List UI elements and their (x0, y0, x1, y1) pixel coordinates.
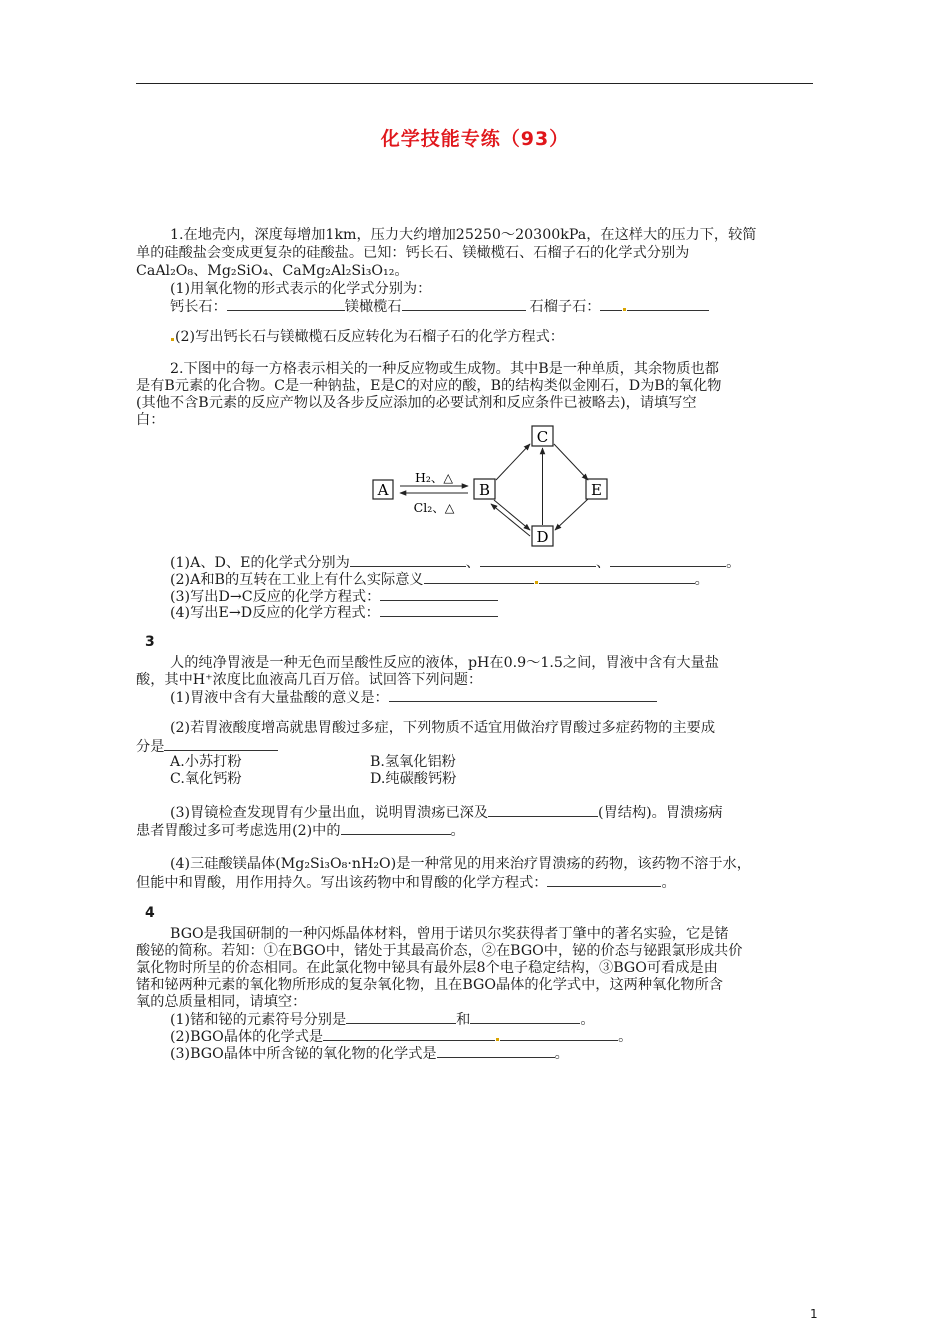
q3-sub4-line2 (136, 873, 676, 892)
page-title: 化学技能专练（93） (380, 128, 570, 150)
arrow-b-to-d (494, 500, 530, 530)
q1-line3: CaAl₂O₈、Mg₂SiO₄、CaMg₂Al₂Si₃O₁₂。 (136, 263, 409, 279)
option-c[interactable]: C.氧化钙粉 (170, 771, 242, 787)
blank-e-to-d-equation[interactable] (380, 603, 498, 617)
q2-sub1-text: (1)A、D、E的化学式分别为 (170, 555, 350, 571)
q3-sub2-text: 分是 (136, 739, 165, 755)
q4-sub3-text: (3)BGO晶体中所含铋的氧化物的化学式是 (170, 1046, 437, 1062)
q4-line1: BGO是我国研制的一种闪烁晶体材料，曾用于诺贝尔奖获得者丁肇中的著名实验，它是锗 (170, 926, 729, 942)
conjunction: 和 (456, 1012, 471, 1028)
q1-answer-row (170, 297, 709, 316)
q2-sub4 (170, 603, 498, 622)
blank-bi-symbol[interactable] (470, 1010, 580, 1024)
q3-line1: 人的纯净胃液是一种无色而呈酸性反应的液体，pH在0.9～1.5之间，胃液中含有大量盐 (170, 655, 719, 671)
label-cl2-heat: Cl₂、△ (413, 500, 455, 515)
q3-sub3-line2 (136, 821, 465, 840)
header-rule (136, 83, 813, 84)
node-e (586, 479, 607, 499)
blank-garnet[interactable] (627, 297, 709, 311)
node-b (474, 479, 495, 499)
blank-stomach-structure[interactable] (488, 803, 598, 817)
node-d-label: D (536, 528, 549, 546)
period: 。 (661, 875, 676, 891)
node-d (532, 526, 553, 546)
q2-sub3-text: (3)写出D→C反应的化学方程式： (170, 589, 381, 605)
blank-d-formula[interactable] (480, 553, 596, 567)
q3-number: 3 (145, 634, 155, 650)
reaction-diagram (370, 420, 620, 552)
option-b[interactable]: B.氢氧化铝粉 (370, 754, 456, 770)
blank-bgo-formula[interactable] (500, 1027, 618, 1041)
blank-suitable-option[interactable] (341, 821, 451, 835)
q3-sub4-text: 但能中和胃酸，用作用持久。写出该药物中和胃酸的化学方程式： (136, 875, 548, 891)
q3-options-row1 (170, 753, 456, 771)
arrow-c-to-e (554, 444, 588, 480)
blank-bgo-formula-a[interactable] (323, 1027, 495, 1041)
q4-line2: 酸铋的简称。若知：①在BGO中，锗处于其最高价态，②在BGO中，铋的价态与铋跟氯形成共价 (136, 943, 743, 959)
blank-ge-symbol[interactable] (346, 1010, 456, 1024)
q4-sub3 (170, 1044, 569, 1063)
q2-line3: (其他不含B元素的反应产物以及各步反应添加的必要试剂和反应条件已被略去)，请填写空 (136, 395, 697, 411)
q4-sub1-text: (1)锗和铋的元素符号分别是 (170, 1012, 347, 1028)
arrow-e-to-d (555, 499, 588, 530)
blank-calcium-feldspar[interactable] (227, 297, 345, 311)
blank-significance[interactable] (539, 570, 695, 584)
separator: 、 (465, 555, 480, 571)
q1-sub2-text: (2)写出钙长石与镁橄榄石反应转化为石榴子石的化学方程式： (175, 329, 564, 345)
q3-sub3-text-c: 患者胃酸过多可考虑选用(2)中的 (136, 823, 341, 839)
q3-options-row2 (170, 770, 456, 788)
blank-unsuitable-component[interactable] (164, 737, 278, 751)
period: 。 (694, 572, 709, 588)
page-number: 1 (810, 1307, 818, 1321)
mark-dot (623, 308, 626, 311)
q3-sub3-text-a: (3)胃镜检查发现胃有少量出血，说明胃溃疡已深及 (170, 805, 489, 821)
mark-dot (496, 1038, 499, 1041)
q2-sub4-text: (4)写出E→D反应的化学方程式： (170, 605, 380, 621)
q4-line5: 氧的总质量相同，请填空： (136, 994, 307, 1010)
period: 。 (580, 1012, 595, 1028)
period: 。 (618, 1029, 633, 1045)
node-c (532, 426, 553, 446)
blank-forsterite[interactable] (402, 297, 526, 311)
q1-sub1: (1)用氧化物的形式表示的化学式分别为： (170, 281, 432, 297)
label-garnet: 石榴子石： (529, 299, 601, 315)
q3-line2: 酸，其中H⁺浓度比血液高几百万倍。试回答下列问题： (136, 672, 483, 688)
label-calcium-feldspar: 钙长石： (170, 299, 227, 315)
blank-significance-a[interactable] (424, 570, 534, 584)
period: 。 (726, 555, 741, 571)
mark-dot (535, 581, 538, 584)
blank-garnet-a[interactable] (600, 297, 622, 311)
blank-d-to-c-equation[interactable] (380, 587, 498, 601)
q1-line2: 单的硅酸盐会变成更复杂的硅酸盐。已知：钙长石、镁橄榄石、石榴子石的化学式分别为 (136, 245, 690, 261)
q2-line2: 是有B元素的化合物。C是一种钠盐，E是C的对应的酸，B的结构类似金刚石，D为B的氧化物 (136, 378, 722, 394)
q2-sub2-text: (2)A和B的互转在工业上有什么实际意义 (170, 572, 424, 588)
q1-line1: 1.在地壳内，深度每增加1km，压力大约增加25250～20300kPa，在这样大的压力下，较简 (170, 227, 757, 243)
blank-neutralization-equation[interactable] (547, 873, 661, 887)
option-a[interactable]: A.小苏打粉 (170, 754, 242, 770)
blank-bismuth-oxide[interactable] (437, 1044, 555, 1058)
q1-sub2 (170, 328, 564, 346)
option-d[interactable]: D.纯碳酸钙粉 (370, 771, 457, 787)
blank-hcl-significance[interactable] (389, 688, 657, 702)
node-a-label: A (377, 481, 389, 499)
blank-a-formula[interactable] (350, 553, 466, 567)
period: 。 (450, 823, 465, 839)
q3-sub1-text: (1)胃液中含有大量盐酸的意义是： (170, 690, 389, 706)
q3-sub4-line1: (4)三硅酸镁晶体(Mg₂Si₃O₈·nH₂O)是一种常见的用来治疗胃溃疡的药物，该药物不溶于水， (170, 856, 751, 872)
label-forsterite: 镁橄榄石 (344, 299, 402, 315)
mark-dot (171, 338, 174, 341)
q4-line4: 锗和铋两种元素的氧化物所形成的复杂氧化物，且在BGO晶体的化学式中，这两种氧化物所含 (136, 977, 723, 993)
arrow-b-to-c (496, 444, 530, 480)
node-c-label: C (536, 428, 549, 446)
q4-number: 4 (145, 905, 155, 921)
node-e-label: E (591, 481, 602, 499)
q4-sub2-text: (2)BGO晶体的化学式是 (170, 1029, 324, 1045)
q3-sub1 (170, 688, 657, 707)
separator: 、 (595, 555, 611, 571)
q3-sub2-line1: (2)若胃液酸度增高就患胃酸过多症，下列物质不适宜用做治疗胃酸过多症药物的主要成 (170, 720, 716, 736)
node-a (373, 480, 393, 499)
node-b-label: B (478, 481, 491, 499)
arrow-d-to-b (491, 504, 530, 536)
q3-sub3-text-b: (胃结构)。胃溃疡病 (598, 805, 723, 821)
q4-line3: 氯化物时所呈的价态相同。在此氯化物中铋具有最外层8个电子稳定结构，③BGO可看成是由 (136, 960, 718, 976)
q3-sub3-line1 (170, 803, 723, 822)
label-h2-heat: H₂、△ (414, 470, 454, 485)
q2-line1: 2.下图中的每一方格表示相关的一种反应物或生成物。其中B是一种单质，其余物质也都 (170, 361, 719, 377)
blank-e-formula[interactable] (610, 553, 726, 567)
q2-line4: 白： (136, 412, 165, 428)
period: 。 (554, 1046, 569, 1062)
